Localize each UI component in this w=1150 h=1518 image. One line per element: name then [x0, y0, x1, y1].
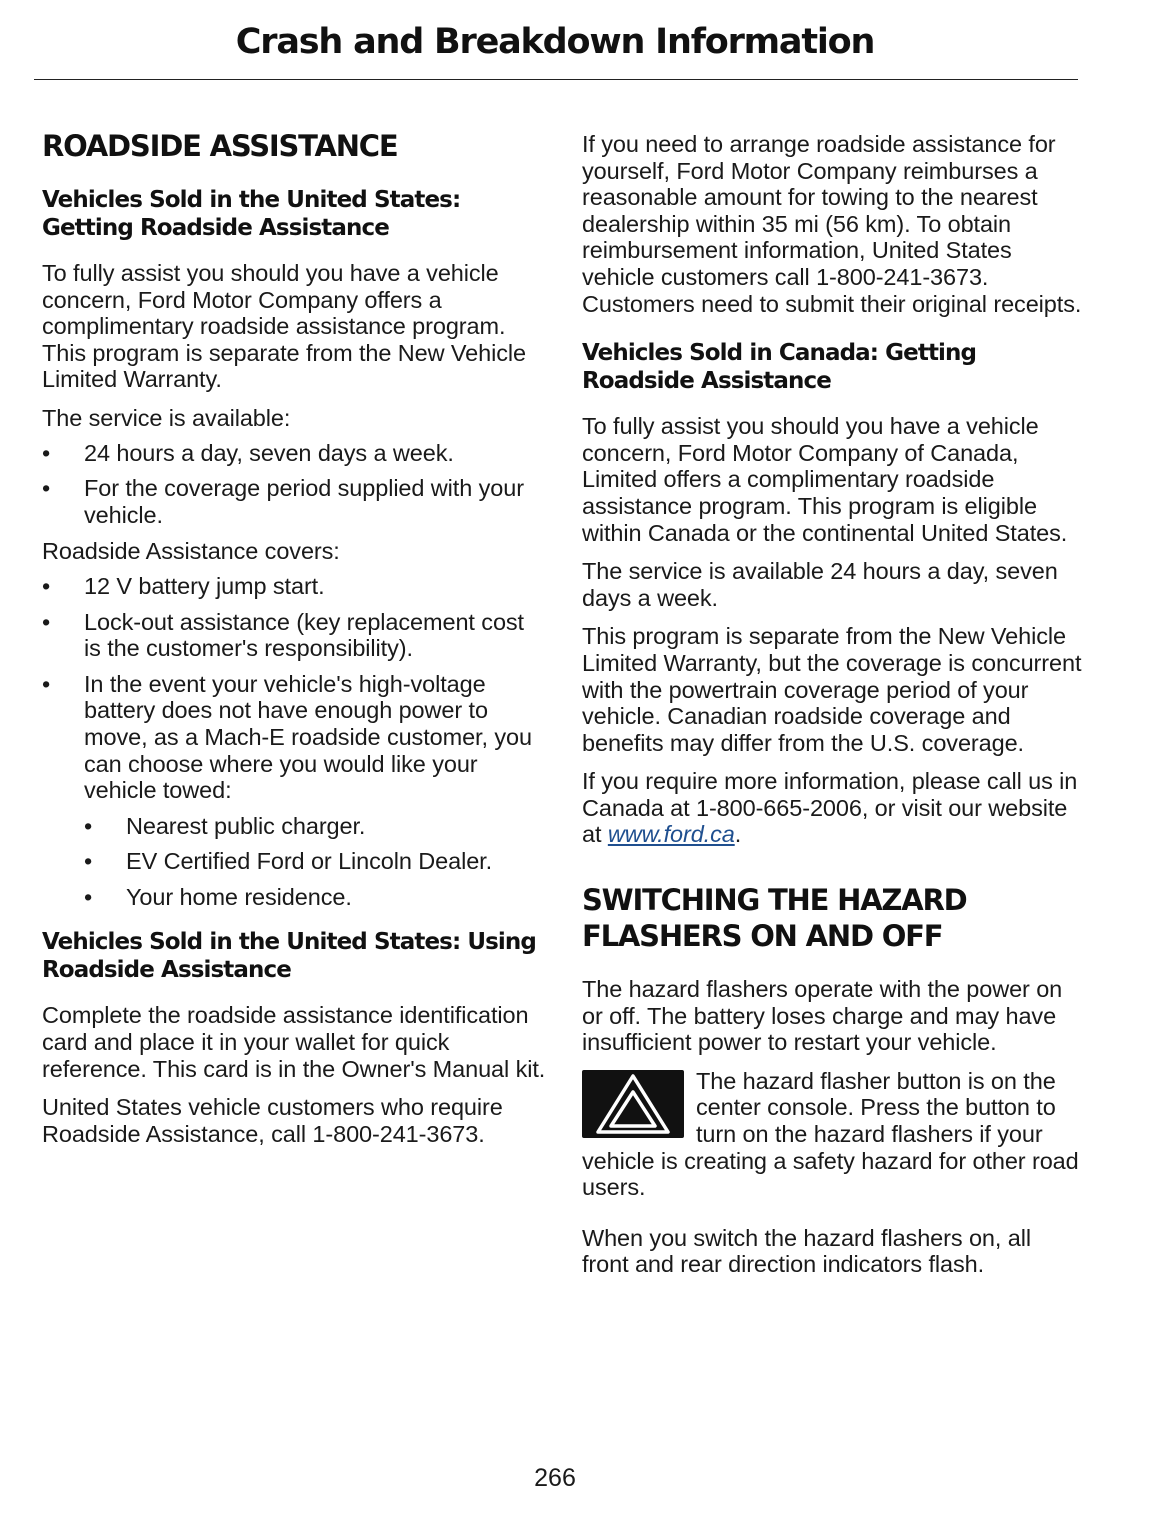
list-item: • Lock-out assistance (key replacement cost is the customer's responsibility). — [42, 608, 524, 662]
id-card-paragraph: Complete the roadside assistance identification card and place it in your wallet for quick reference. This card is in the Owner's Manual kit. — [42, 1002, 546, 1082]
hazard-triangle-graphic — [582, 1070, 684, 1138]
bullet-icon: • — [42, 670, 51, 697]
list-item: • 24 hours a day, seven days a week. — [42, 439, 454, 466]
subheading-us-getting-assistance: Vehicles Sold in the United States: Getting Roadside Assistance — [42, 187, 461, 241]
bullet-icon: • — [42, 475, 51, 502]
subheading-canada-getting-assistance: Vehicles Sold in Canada: Getting Roadside Assistance — [582, 340, 977, 395]
covers-intro: Roadside Assistance covers: — [42, 538, 340, 565]
list-item: • For the coverage period supplied with your vehicle. — [42, 475, 524, 528]
page-number: 266 — [534, 1464, 576, 1492]
canada-contact-paragraph: If you require more information, please call us in Canada at 1-800-665-2006, or visit our website at www.ford.ca. — [582, 768, 1078, 848]
page-title: Crash and Breakdown Information — [235, 22, 875, 62]
bullet-icon: • — [42, 439, 51, 466]
tow-options-list — [84, 813, 547, 911]
hazard-button-block — [582, 1068, 1082, 1201]
ford-ca-link[interactable]: www.ford.ca — [607, 821, 735, 848]
right-column — [582, 131, 1082, 1290]
left-column — [42, 128, 547, 1159]
hazard-warning-icon — [582, 1070, 684, 1138]
hazard-indicators-paragraph: When you switch the hazard flashers on, all front and rear direction indicators flash. — [582, 1224, 1031, 1278]
bullet-icon: • — [84, 848, 93, 875]
header-divider — [34, 79, 1078, 80]
list-item: • Your home residence. — [84, 883, 352, 910]
us-call-paragraph: United States vehicle customers who require Roadside Assistance, call 1-800-241-3673. — [42, 1094, 503, 1147]
list-item: • In the event your vehicle's high-voltage battery does not have enough power to move, as a Mach-E roadside customer, you can choose where you would like your vehicle towed: • Nearest public charger. • EV Certified Ford or Lincoln Dealer. • Your home residence. — [42, 671, 547, 911]
hazard-intro-paragraph: The hazard flashers operate with the power on or off. The battery loses charge and may have insufficient power to restart your vehicle. — [582, 976, 1063, 1056]
section-title-hazard-flashers: SWITCHING THE HAZARD FLASHERS ON AND OFF — [582, 883, 967, 954]
list-item: • 12 V battery jump start. — [42, 572, 325, 599]
bullet-icon: • — [84, 812, 93, 839]
canada-program-paragraph: To fully assist you should you have a vehicle concern, Ford Motor Company of Canada, Limited offers a complimentary roadside assistance program. This program is eligible within Canada or the continental United States. — [582, 413, 1068, 546]
bullet-icon: • — [42, 608, 51, 635]
hazard-button-paragraph: The hazard flasher button is on the center console. Press the button to turn on the hazard flashers if your vehicle is creating a safety hazard for other road users. — [582, 1067, 1079, 1201]
section-title-roadside-assistance: ROADSIDE ASSISTANCE — [42, 129, 398, 163]
service-list — [42, 440, 547, 529]
bullet-icon: • — [84, 883, 93, 910]
list-item: • Nearest public charger. — [84, 812, 366, 839]
service-intro: The service is available: — [42, 404, 291, 431]
reimbursement-paragraph: If you need to arrange roadside assistance for yourself, Ford Motor Company reimburses a reasonable amount for towing to the nearest dealership within 35 mi (56 km). To obtain reimbursement information, United States vehicle customers call 1-800-241-3673. Customers need to submit their original receipts. — [582, 131, 1082, 317]
covers-list — [42, 573, 547, 911]
canada-availability-paragraph: The service is available 24 hours a day, seven days a week. — [582, 558, 1058, 611]
us-program-paragraph: To fully assist you should you have a vehicle concern, Ford Motor Company offers a complimentary roadside assistance program. This program is separate from the New Vehicle Limited Warranty. — [42, 260, 526, 393]
canada-warranty-paragraph: This program is separate from the New Vehicle Limited Warranty, but the coverage is concurrent with the powertrain coverage period of your vehicle. Canadian roadside coverage and benefits may differ from the U.S. coverage. — [582, 623, 1082, 756]
bullet-icon: • — [42, 572, 51, 599]
subheading-us-using-assistance: Vehicles Sold in the United States: Using Roadside Assistance — [42, 929, 536, 984]
list-item: • EV Certified Ford or Lincoln Dealer. — [84, 848, 493, 875]
